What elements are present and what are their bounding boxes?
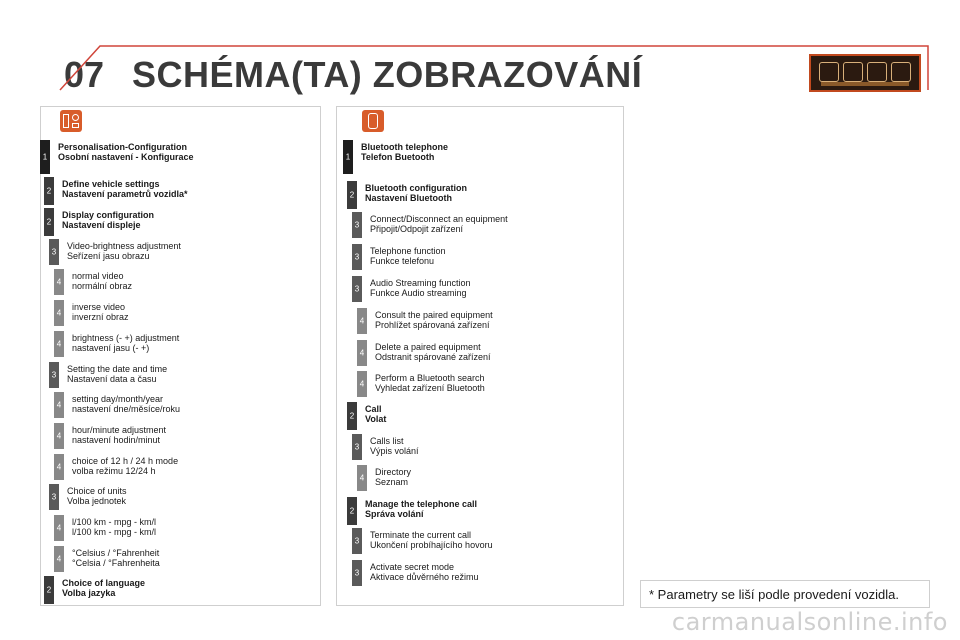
level-badge — [54, 331, 64, 357]
level-badge — [49, 484, 59, 510]
watermark: carmanualsonline.info — [671, 608, 948, 636]
level-number: 3 — [354, 220, 360, 230]
entry-label-english: Telephone function — [370, 246, 446, 256]
entry-label-czech: Nastavení displeje — [62, 220, 141, 230]
level-badge — [54, 454, 64, 480]
settings-icon — [867, 62, 887, 82]
level-number: 3 — [51, 247, 57, 257]
entry-label-czech: Připojit/Odpojit zařízení — [370, 224, 464, 234]
level-badge — [357, 308, 367, 334]
footnote: * Parametry se liší podle provedení vozidla. — [640, 580, 930, 608]
entry-label-czech: Volba jednotek — [67, 496, 127, 506]
entry-label-english: Connect/Disconnect an equipment — [370, 214, 508, 224]
entry-label-english: Activate secret mode — [370, 562, 455, 572]
entry-label-czech: nastavení hodin/minut — [72, 435, 161, 445]
entry-label-czech: Seznam — [375, 477, 409, 487]
level-badge — [347, 497, 357, 525]
level-badge — [44, 576, 54, 604]
entry-label-czech: Správa volání — [365, 509, 424, 519]
level-badge — [54, 392, 64, 418]
entry-label-english: Delete a paired equipment — [375, 342, 481, 352]
entry-label-english: Manage the telephone call — [365, 499, 478, 509]
level-badge — [347, 181, 357, 209]
level-number: 4 — [359, 316, 365, 326]
level-badge — [352, 560, 362, 586]
level-number: 4 — [56, 462, 62, 472]
level-badge — [352, 434, 362, 460]
entry-label-english: °Celsius / °Fahrenheit — [72, 548, 160, 558]
entry-label-english: Personalisation-Configuration — [58, 142, 188, 152]
entry-label-czech: Nastavení data a času — [67, 374, 157, 384]
level-number: 3 — [51, 370, 57, 380]
page-title: SCHÉMA(TA) ZOBRAZOVÁNÍ — [132, 54, 643, 95]
entry-label-english: Choice of units — [67, 486, 127, 496]
entry-label-czech: volba režimu 12/24 h — [72, 466, 156, 476]
entry-label-english: setting day/month/year — [72, 394, 164, 404]
level-number: 3 — [354, 568, 360, 578]
entry-label-english: Display configuration — [62, 210, 155, 220]
header-rule — [40, 38, 930, 98]
level-badge — [54, 423, 64, 449]
level-number: 4 — [359, 348, 365, 358]
level-number: 4 — [359, 379, 365, 389]
level-number: 4 — [56, 277, 62, 287]
level-badge — [357, 371, 367, 397]
phone-icon — [843, 62, 863, 82]
level-number: 3 — [51, 492, 57, 502]
level-badge — [357, 340, 367, 366]
level-number: 4 — [56, 431, 62, 441]
level-badge — [54, 546, 64, 572]
entry-label-english: Perform a Bluetooth search — [375, 373, 485, 383]
level-badge — [343, 140, 353, 174]
entry-label-czech: °Celsia / °Fahrenheita — [72, 558, 160, 568]
entry-label-czech: Prohlížet spárovaná zařízení — [375, 320, 490, 330]
level-badge — [44, 177, 54, 205]
entry-label-czech: Volat — [365, 414, 387, 424]
entry-label-czech: Telefon Buetooth — [361, 152, 435, 162]
level-badge — [54, 300, 64, 326]
level-number: 1 — [42, 152, 48, 162]
level-number: 2 — [46, 186, 52, 196]
level-number: 3 — [354, 252, 360, 262]
level-badge — [54, 515, 64, 541]
entry-label-english: Call — [365, 404, 382, 414]
entry-label-english: Setting the date and time — [67, 364, 168, 374]
level-number: 2 — [349, 190, 355, 200]
level-badge — [49, 239, 59, 265]
entry-label-english: Choice of language — [62, 578, 146, 588]
audio-icon — [819, 62, 839, 82]
level-number: 2 — [46, 217, 52, 227]
level-number: 4 — [56, 523, 62, 533]
level-number: 4 — [56, 554, 62, 564]
level-number: 4 — [359, 473, 365, 483]
chapter-number: 07 — [64, 54, 105, 95]
entry-label-czech: inverzní obraz — [72, 312, 129, 322]
entry-label-czech: Volba jazyka — [62, 588, 116, 598]
entry-label-czech: Funkce telefonu — [370, 256, 435, 266]
entry-label-czech: normální obraz — [72, 281, 133, 291]
level-badge — [40, 140, 50, 174]
entry-label-czech: Odstranit spárované zařízení — [375, 352, 491, 362]
section-icons-strip — [809, 54, 921, 92]
entry-label-english: brightness (- +) adjustment — [72, 333, 180, 343]
entry-label-czech: l/100 km - mpg - km/l — [72, 527, 157, 537]
level-badge — [54, 269, 64, 295]
level-number: 3 — [354, 284, 360, 294]
level-badge — [49, 362, 59, 388]
entry-label-english: Define vehicle settings — [62, 179, 160, 189]
entry-label-english: Directory — [375, 467, 412, 477]
level-badge — [352, 244, 362, 270]
entry-label-english: hour/minute adjustment — [72, 425, 167, 435]
level-number: 2 — [349, 411, 355, 421]
entry-label-english: Bluetooth telephone — [361, 142, 448, 152]
personalisation-icon — [60, 110, 82, 132]
entry-label-english: Consult the paired equipment — [375, 310, 493, 320]
entry-label-czech: nastavení jasu (- +) — [72, 343, 150, 353]
entry-label-english: inverse video — [72, 302, 126, 312]
entry-label-english: normal video — [72, 271, 124, 281]
level-badge — [347, 402, 357, 430]
entry-label-english: choice of 12 h / 24 h mode — [72, 456, 179, 466]
level-number: 1 — [345, 152, 351, 162]
entry-label-english: Calls list — [370, 436, 404, 446]
level-number: 2 — [349, 506, 355, 516]
level-badge — [352, 276, 362, 302]
entry-label-czech: Ukončení probíhajícího hovoru — [370, 540, 493, 550]
level-badge — [352, 528, 362, 554]
entry-label-czech: Funkce Audio streaming — [370, 288, 467, 298]
entry-label-czech: Výpis volání — [370, 446, 419, 456]
entry-label-english: Video-brightness adjustment — [67, 241, 181, 251]
level-badge — [44, 208, 54, 236]
mobile-icon — [891, 62, 911, 82]
entry-label-english: Audio Streaming function — [370, 278, 471, 288]
level-number: 3 — [354, 536, 360, 546]
entry-label-english: Bluetooth configuration — [365, 183, 467, 193]
level-number: 4 — [56, 400, 62, 410]
bluetooth-phone-icon — [362, 110, 384, 132]
level-number: 2 — [46, 585, 52, 595]
entry-label-english: l/100 km - mpg - km/l — [72, 517, 157, 527]
level-number: 4 — [56, 339, 62, 349]
level-badge — [352, 212, 362, 238]
level-number: 4 — [56, 308, 62, 318]
entry-label-czech: Nastavení Bluetooth — [365, 193, 453, 203]
entry-label-czech: Nastavení parametrů vozidla* — [62, 189, 188, 199]
entry-label-czech: Vyhledat zařízení Bluetooth — [375, 383, 485, 393]
section-indicator — [821, 82, 909, 86]
level-number: 3 — [354, 442, 360, 452]
level-badge — [357, 465, 367, 491]
entry-label-english: Terminate the current call — [370, 530, 472, 540]
entry-label-czech: Osobní nastavení - Konfigurace — [58, 152, 194, 162]
entry-label-czech: Aktivace důvěrného režimu — [370, 572, 479, 582]
entry-label-czech: nastavení dne/měsíce/roku — [72, 404, 181, 414]
entry-label-czech: Seřízení jasu obrazu — [67, 251, 150, 261]
